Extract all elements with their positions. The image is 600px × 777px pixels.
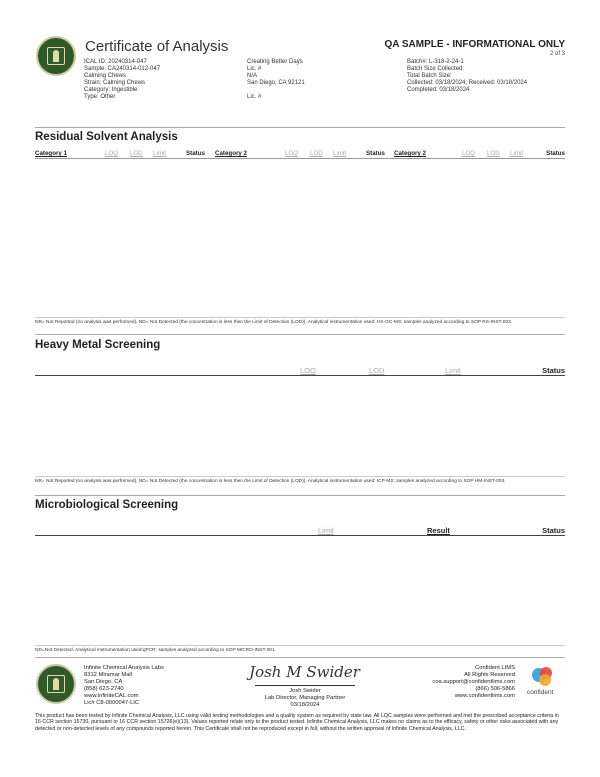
signature: Josh M Swider (249, 663, 360, 681)
microbiological-title: Microbiological Screening (35, 499, 179, 511)
divider (35, 317, 565, 318)
divider (35, 334, 565, 335)
residual-solvent-title: Residual Solvent Analysis (35, 131, 178, 143)
signature-line (255, 685, 355, 686)
lab-contact-info: Infinite Chemical Analysis Labs 8312 Miramar Mall San Diego, CA (858) 623-2740 www.infiniteCAL.com Lic# C8-0000047-LIC (84, 665, 164, 706)
divider (35, 476, 565, 477)
hm-footnote: NR= Not Reported (no analysis was performed), ND= Not Detected (the concentration is less then the Limit of Detection (LOD)). Analytical instrumentation used: ICP-MS; samples analyzed according to SOP HM-INST-003. (35, 479, 506, 484)
legal-disclaimer: This product has been tested by Infinite Chemical Analysis, LLC using valid testing methodologies and a quality system as required by state law. All LQC samples were performed and met the prescribed acceptance criteria in 16 CCR section 15730, pursuant to 16 CCR section 15726(e)(13). Values reported relate only to the product tested. Infinite Chemical Analysis, LLC makes no claims as to the efficacy, safety or other risks associated with any detected or non-detected levels of any compounds reported herein. This Certificate shall not be reproduced except in full, without the written approval of Infinite Chemical Analysis, LLC. (35, 713, 559, 732)
rs-header-group-3: Category 2 LOQ LOD Limit Status (394, 150, 565, 157)
rs-header-group-1: Category 1 LOQ LOD Limit Status (35, 150, 205, 157)
divider (35, 495, 565, 496)
micro-header-row: Limit Result Status (318, 526, 565, 535)
sample-info-col3: Batch#: L-318-2-24-1 Batch Size Collected: Total Batch Size: Collected: 03/18/2024; Received: 03/18/2024 Completed: 03/18/2024 (407, 59, 528, 94)
rs-header-group-2: Category 2 LOQ LOD Limit Status (215, 150, 385, 157)
lab-seal-logo (36, 36, 76, 76)
lab-seal-logo (36, 664, 76, 704)
divider (35, 158, 565, 159)
signer-info: Josh Swider Lab Director, Managing Partner 03/18/2024 (264, 688, 346, 708)
divider (35, 657, 565, 658)
sample-info-col2: Creating Better Days Lic. # N/A San Diego, CA 92121 Lic. # (247, 59, 305, 101)
divider (35, 535, 565, 536)
page-title: Certificate of Analysis (85, 38, 229, 55)
hm-header-row: LOQ LOD Limit Status (300, 366, 565, 375)
divider (35, 645, 565, 646)
qa-banner: QA SAMPLE - INFORMATIONAL ONLY (384, 39, 565, 50)
divider (35, 127, 565, 128)
sample-info-col1: ICAL ID: 20240314-047 Sample: CA240314-012-047 Calming Chews Strain: Calming Chews Category: Ingestible Type: Other (84, 59, 161, 101)
lims-contact-info: Confident LIMS All Rights Reserved coa.support@confidentlims.com (866) 506-5866 www.confidentlims.com (432, 665, 515, 699)
heavy-metal-title: Heavy Metal Screening (35, 339, 161, 351)
confident-logo-icon (531, 666, 555, 688)
confident-logo-text: confident (527, 689, 554, 696)
micro-footnote: ND=Not Detected. Analytical instrumentation used:qPCR; samples analyzed according to SOP MICRO-INST-001. (35, 648, 277, 653)
rs-footnote: NR= Not Reported (no analysis was performed), ND= Not Detected (the concentration is less then the Limit of Detection (LOD)). Analytical instrumentation used: HS-GC-MS; samples analyzed according to SOP RS-INST-003. (35, 320, 513, 325)
divider (35, 375, 565, 376)
page-number: 2 of 3 (549, 51, 565, 57)
